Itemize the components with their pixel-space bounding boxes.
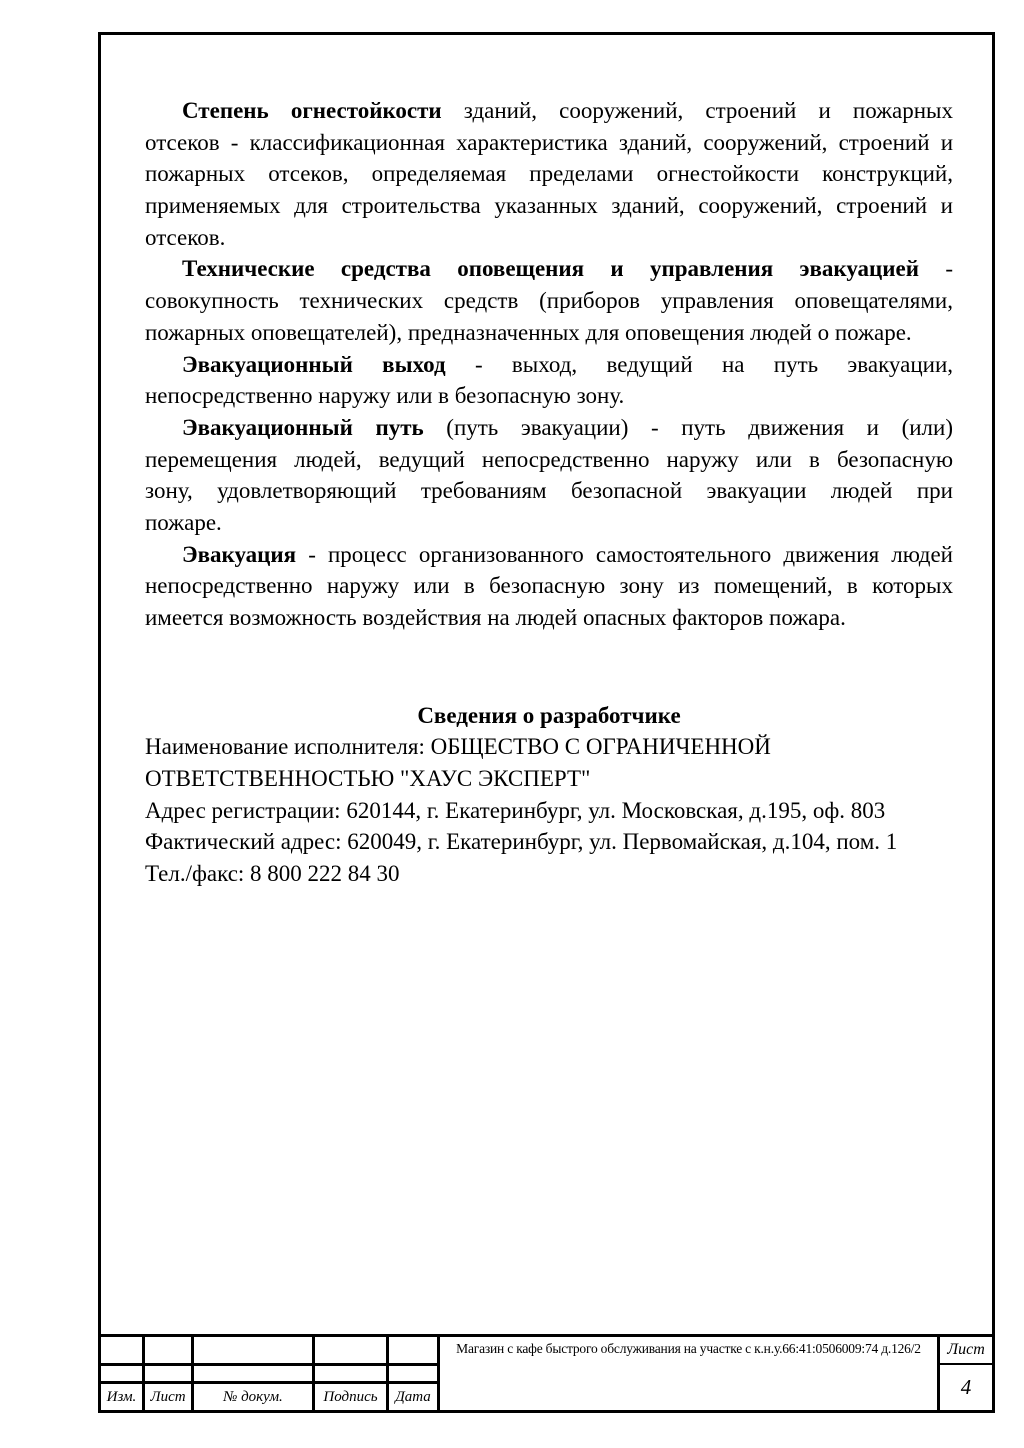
stamp-column-data [389, 1337, 440, 1410]
doc-title-cell [440, 1337, 940, 1410]
text-line: отсеков - классификационная характеристика зданий, сооружений, строений и [145, 129, 953, 155]
developer-info-section [145, 700, 953, 890]
developer-line: Фактический адрес: 620049, г. Екатеринбург, ул. Первомайская, д.104, пом. 1 [145, 829, 898, 855]
term-bold: Эвакуационный выход [182, 351, 446, 377]
text-line [145, 95, 953, 127]
stamp-empty-cell [315, 1337, 386, 1366]
text-line: совокупность технических средств (приборов управления оповещателями, [145, 288, 953, 314]
definition-paragraph [145, 349, 953, 412]
developer-section-heading: Сведения о разработчике [417, 702, 681, 728]
text-line: пожарных отсеков, определяемая пределами огнестойкости конструкций, [145, 161, 953, 187]
stamp-empty-cell [389, 1337, 437, 1366]
term-definition: - процесс организованного самостоятельного движения людей [296, 541, 953, 567]
text-line: применяемых для строительства указанных зданий, сооружений, строений и [145, 193, 953, 219]
sheet-number: 4 [960, 1375, 972, 1399]
stamp-label-data: Дата [395, 1388, 431, 1405]
stamp-empty-cell [145, 1337, 191, 1366]
definition-paragraph [145, 539, 953, 634]
text-line: непосредственно наружу или в безопасную зону. [145, 383, 625, 409]
term-definition: (путь эвакуации) - путь движения и (или) [423, 414, 954, 440]
stamp-empty-cell [194, 1366, 312, 1384]
definition-paragraph [145, 95, 953, 253]
developer-line: Наименование исполнителя: ОБЩЕСТВО С ОГРАНИЧЕННОЙ [145, 734, 771, 760]
term-bold: Степень огнестойкости [182, 98, 442, 123]
text-line: пожаре. [145, 509, 222, 535]
sheet-label: Лист [940, 1337, 992, 1365]
doc-title: Магазин с кафе быстрого обслуживания на участке с к.н.у.66:41:0506009:74 д.126/2 [456, 1341, 921, 1356]
stamp-label-izm: Изм. [106, 1388, 137, 1405]
sheet-column [940, 1337, 992, 1410]
stamp-empty-cell [101, 1337, 142, 1366]
text-line: отсеков. [145, 224, 226, 250]
text-line: пожарных оповещателей), предназначенных для оповещения людей о пожаре. [145, 319, 912, 345]
body-text [145, 95, 953, 890]
stamp-label-dokum: № докум. [223, 1388, 283, 1405]
page-frame [98, 32, 995, 1413]
term-definition: - [919, 256, 953, 282]
definition-paragraph [145, 412, 953, 539]
stamp-empty-cell [101, 1366, 142, 1384]
text-line: зону, удовлетворяющий требованиям безопасной эвакуации людей при [145, 478, 953, 504]
stamp-empty-cell [145, 1366, 191, 1384]
text-line [145, 539, 953, 571]
term-definition: - выход, ведущий на путь эвакуации, [445, 351, 953, 377]
text-line: непосредственно наружу или в безопасную зону из помещений, в которых [145, 573, 953, 599]
text-line: перемещения людей, ведущий непосредственно наружу или в безопасную [145, 446, 953, 472]
term-bold: Эвакуационный путь [182, 414, 424, 440]
developer-line: ОТВЕТСТВЕННОСТЬЮ "ХАУС ЭКСПЕРТ" [145, 766, 591, 792]
stamp-column-podpis [315, 1337, 389, 1410]
developer-line: Тел./факс: 8 800 222 84 30 [145, 861, 400, 887]
stamp-empty-cell [389, 1366, 437, 1384]
stamp-label-list: Лист [150, 1388, 186, 1405]
title-block [101, 1334, 992, 1410]
stamp-empty-cell [194, 1337, 312, 1366]
text-line: имеется возможность воздействия на людей опасных факторов пожара. [145, 605, 846, 630]
term-bold: Эвакуация [182, 541, 297, 567]
definition-paragraph [145, 253, 953, 348]
stamp-empty-cell [315, 1366, 386, 1384]
stamp-column-dokum [194, 1337, 315, 1410]
text-line [145, 349, 953, 381]
term-bold: Технические средства оповещения и управления эвакуацией [182, 256, 919, 282]
text-line [145, 412, 953, 444]
stamp-label-podpis: Подпись [323, 1388, 378, 1405]
stamp-column-izm [101, 1337, 145, 1410]
text-line [145, 253, 953, 285]
term-definition: зданий, сооружений, строений и пожарных [441, 98, 953, 123]
developer-line: Адрес регистрации: 620144, г. Екатеринбург, ул. Московская, д.195, оф. 803 [145, 797, 886, 823]
stamp-column-list [145, 1337, 194, 1410]
